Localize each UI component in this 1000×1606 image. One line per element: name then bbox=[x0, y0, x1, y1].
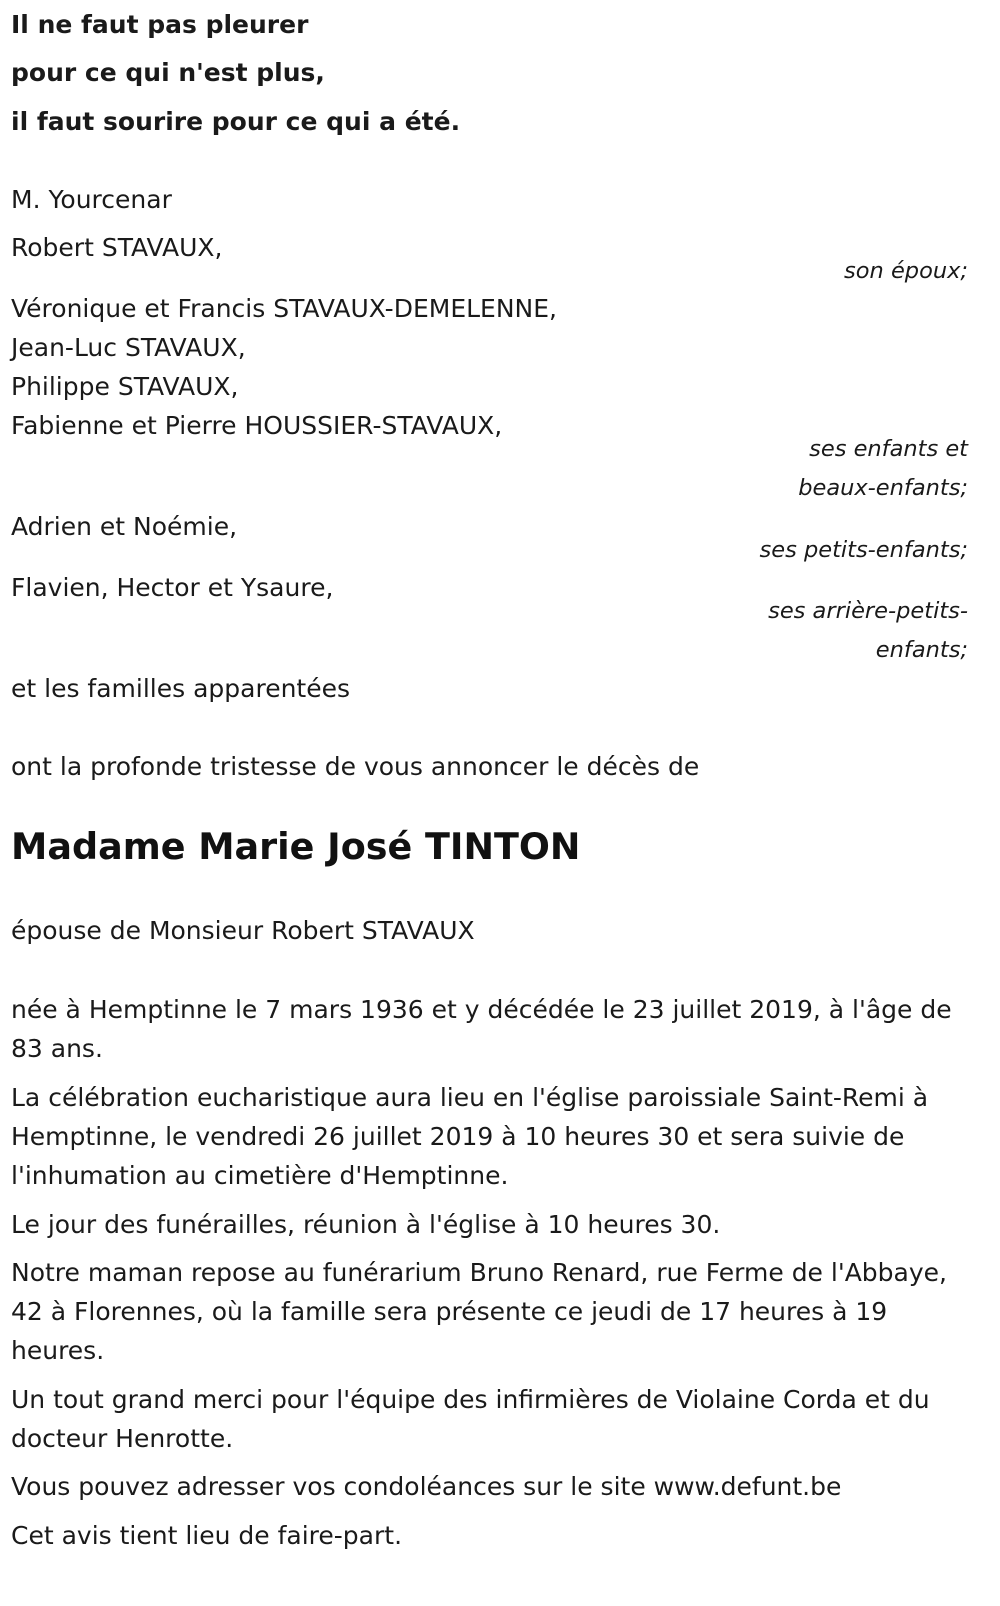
notice-paragraph: Cet avis tient lieu de faire-part. bbox=[11, 1521, 403, 1550]
deceased-spouse-of: épouse de Monsieur Robert STAVAUX bbox=[11, 916, 475, 945]
great-grandchildren-relation-line-2: enfants; bbox=[875, 637, 968, 663]
spouse-name: Robert STAVAUX, bbox=[11, 233, 223, 262]
birth-death-paragraph: née à Hemptinne le 7 mars 1936 et y décédée le 23 juillet 2019, à l'âge de 83 ans. bbox=[11, 995, 952, 1063]
children-relation-line-1: ses enfants et bbox=[809, 436, 968, 462]
grandchildren-names: Adrien et Noémie, bbox=[11, 512, 238, 541]
funerarium-paragraph: Notre maman repose au funérarium Bruno Renard, rue Ferme de l'Abbaye, 42 à Florennes, où la famille sera présente ce jeudi de 17 heures à 19 heures. bbox=[11, 1258, 947, 1365]
thanks-paragraph: Un tout grand merci pour l'équipe des infirmières de Violaine Corda et du docteur Henrotte. bbox=[11, 1385, 930, 1453]
quote-line-1: Il ne faut pas pleurer bbox=[11, 10, 309, 39]
spouse-relation: son époux; bbox=[844, 258, 968, 284]
ceremony-paragraph: La célébration eucharistique aura lieu en l'église paroissiale Saint-Remi à Hemptinne, le vendredi 26 juillet 2019 à 10 heures 30 et sera suivie de l'inhumation au cimetière d'Hemptinne. bbox=[11, 1083, 929, 1190]
children-relation-line-2: beaux-enfants; bbox=[798, 475, 968, 501]
child-name: Jean-Luc STAVAUX, bbox=[11, 333, 246, 362]
deceased-name: Madame Marie José TINTON bbox=[11, 825, 581, 868]
child-name: Philippe STAVAUX, bbox=[11, 372, 239, 401]
child-name: Véronique et Francis STAVAUX-DEMELENNE, bbox=[11, 294, 557, 323]
great-grandchildren-names: Flavien, Hector et Ysaure, bbox=[11, 573, 334, 602]
quote-author: M. Yourcenar bbox=[11, 185, 172, 214]
relatives-line: et les familles apparentées bbox=[11, 674, 351, 703]
child-name: Fabienne et Pierre HOUSSIER-STAVAUX, bbox=[11, 411, 503, 440]
quote-line-3: il faut sourire pour ce qui a été. bbox=[11, 107, 461, 136]
quote-line-2: pour ce qui n'est plus, bbox=[11, 58, 325, 87]
grandchildren-relation: ses petits-enfants; bbox=[759, 537, 968, 563]
great-grandchildren-relation-line-1: ses arrière-petits- bbox=[768, 598, 968, 624]
funeral-day-paragraph: Le jour des funérailles, réunion à l'église à 10 heures 30. bbox=[11, 1210, 721, 1239]
announcement-line: ont la profonde tristesse de vous annoncer le décès de bbox=[11, 752, 700, 781]
condolences-paragraph: Vous pouvez adresser vos condoléances sur le site www.defunt.be bbox=[11, 1472, 842, 1501]
